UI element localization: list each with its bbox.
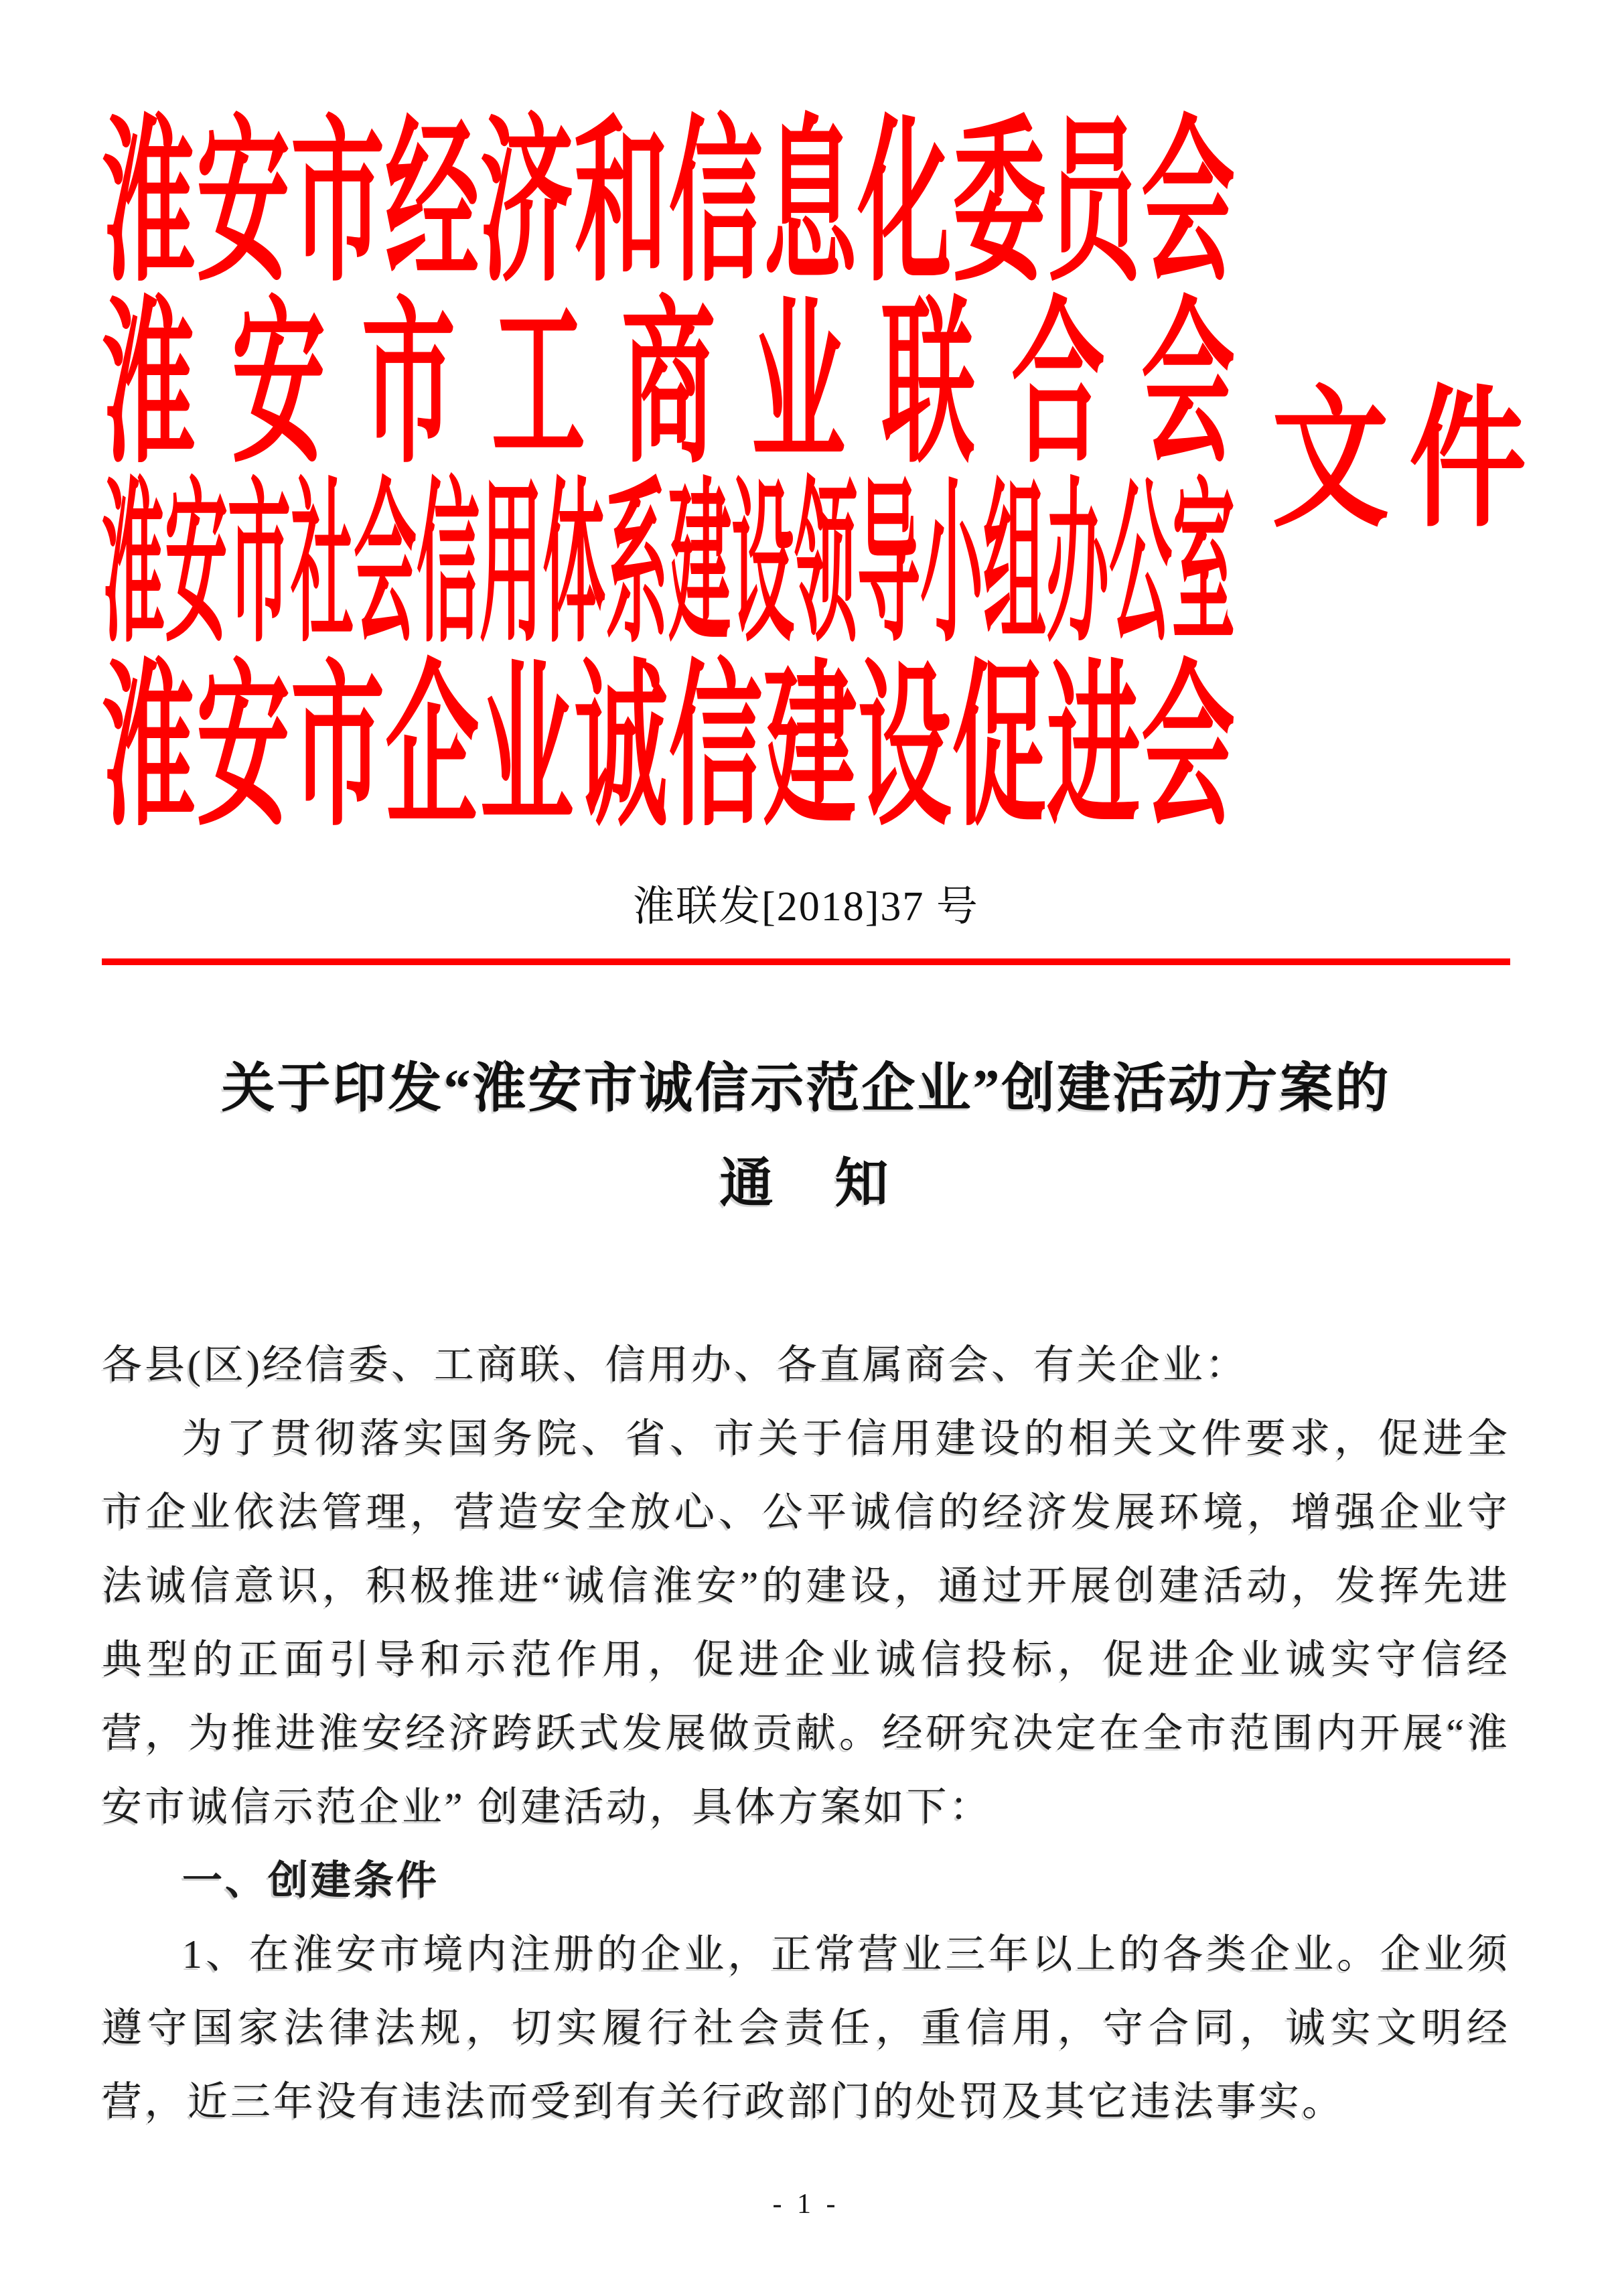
doc-title-line-2: 通 知 (719, 1155, 893, 1214)
org-name-line-2-text: 淮安市工商业联合会 (102, 287, 1235, 485)
paragraph-1: 为了贯彻落实国务院、省、市关于信用建设的相关文件要求，促进全市企业依法管理，营造安全放心、公平诚信的经济发展环境，增强企业守法诚信意识，积极推进“诚信淮安”的建设，通过开展创建活动，发挥先进典型的正面引导和示范作用，促进企业诚信投标，促进企业诚实守信经营，为推进淮安经济跨跃式发展做贡献。经研究决定在全市范围内开展“淮安市诚信示范企业” 创建活动，具体方案如下： (102, 1417, 1510, 1829)
document-body (102, 1328, 1510, 2139)
red-separator-rule (102, 958, 1510, 965)
org-name-line-4 (102, 650, 1235, 848)
section-1-heading: 一、创建条件 (182, 1859, 439, 1903)
org-name-column (102, 106, 1236, 848)
org-name-line-1-text: 淮安市经济和信息化委员会 (102, 106, 1235, 303)
section-1-item-1: 1、在淮安市境内注册的企业，正常营业三年以上的各类企业。企业须遵守国家法律法规，切实履行社会责任，重信用，守合同，诚实文明经营，近三年没有违法而受到有关行政部门的处罚及其它违法事实。 (102, 1932, 1510, 2124)
doc-number: 淮联发[2018]37 号 (633, 884, 979, 930)
doc-type-label: 文件 (1272, 376, 1546, 545)
doc-title-line-1: 关于印发“淮安市诚信示范企业”创建活动方案的 (221, 1060, 1391, 1119)
org-name-line-3-text: 淮安市社会信用体系建设领导小组办公室 (102, 469, 1236, 664)
salutation: 各县(区)经信委、工商联、信用办、各直属商会、有关企业： (102, 1343, 1248, 1387)
org-name-line-4-text: 淮安市企业诚信建设促进会 (102, 650, 1235, 848)
letterhead (102, 106, 1546, 848)
page-number: - 1 - (772, 2189, 840, 2220)
